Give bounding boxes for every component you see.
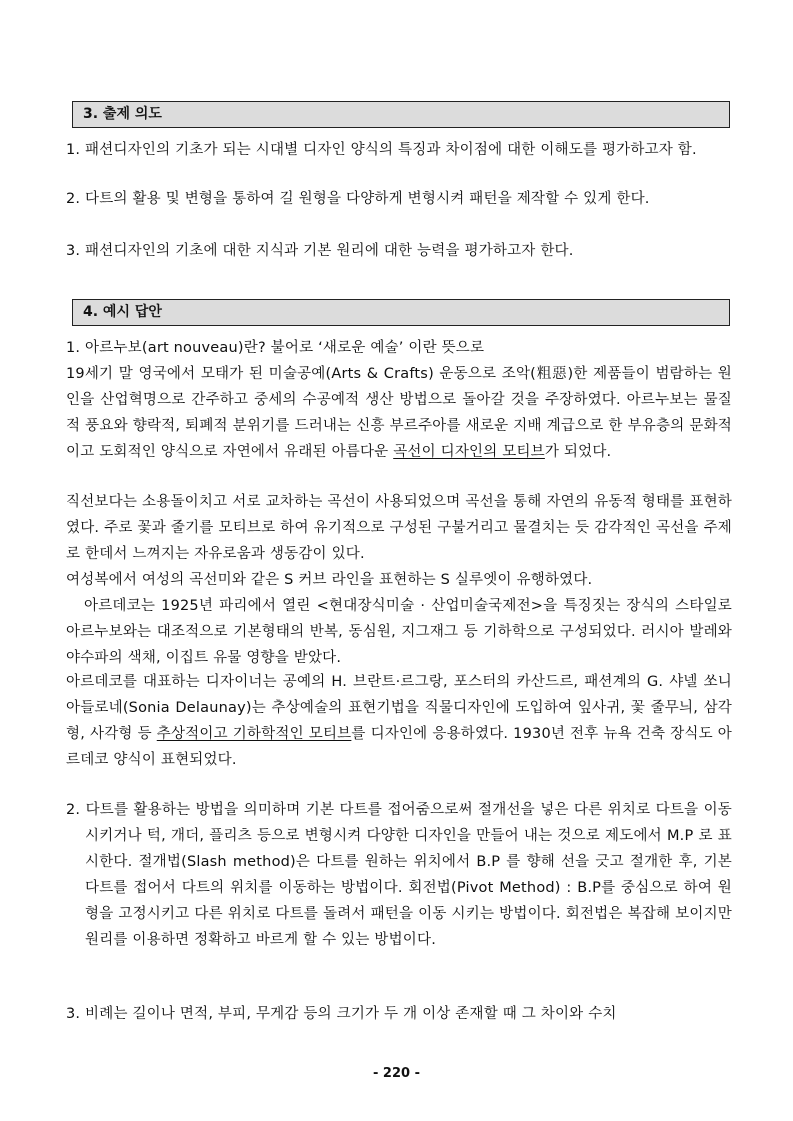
answer-1-p1-underlined: 곡선이 디자인의 모티브 — [393, 444, 545, 460]
section-3-header — [72, 101, 730, 128]
answer-1-paragraph-2: 직선보다는 소용돌이치고 서로 교차하는 곡선이 사용되었으며 곡선을 통해 자연의 유동적 형태를 표현하였다. 주로 꽃과 줄기를 모티브로 하여 유기적으로 구성된 구불거리고 물결치는 듯 감각적인 곡선을 주제로 한데서 느껴지는 자유로움과 생동감이 있다. — [66, 494, 732, 562]
purpose-item-3: 3. 패션디자인의 기초에 대한 지식과 기본 원리에 대한 능력을 평가하고자 한다. — [66, 243, 574, 259]
section-3-title: 3. 출제 의도 — [83, 106, 162, 122]
section-4-title: 4. 예시 답안 — [83, 304, 162, 320]
answer-1-paragraph-3: 여성복에서 여성의 곡선미와 같은 S 커브 라인을 표현하는 S 실루엣이 유행하였다. — [66, 572, 593, 588]
answer-1-p1-tail: 가 되었다. — [544, 444, 612, 460]
section-4-header — [72, 299, 730, 326]
answer-2: 2. 다트를 활용하는 방법을 의미하며 기본 다트를 접어줌으로써 절개선을 넣은 다른 위치로 다트을 이동시키거나 턱, 개더, 플리츠 등으로 변형시켜 다양한 디자인을 만들어 내는 것으로 제도에서 M.P 로 표시한다. 절개법(Slash method)은 다트를 원하는 위치에서 B.P 를 향해 선을 긋고 절개한 후, 기본 다트를 접어서 다트의 위치를 이동하는 방법이다. 회전법(Pivot Method) : B.P를 중심으로 하여 원형을 고정시키고 다른 위치로 다트를 돌려서 패턴을 이동 시키는 방법이다. 회전법은 복잡해 보이지만 원리를 이용하면 정확하고 바르게 할 수 있는 방법이다. — [66, 802, 732, 948]
purpose-item-2: 2. 다트의 활용 및 변형을 통하여 길 원형을 다양하게 변형시켜 패턴을 제작할 수 있게 한다. — [66, 191, 650, 207]
answer-3: 3. 비례는 길이나 면적, 부피, 무게감 등의 크기가 두 개 이상 존재할 때 그 차이와 수치 — [66, 1006, 617, 1022]
purpose-item-1: 1. 패션디자인의 기초가 되는 시대별 디자인 양식의 특징과 차이점에 대한 이해도를 평가하고자 함. — [66, 142, 697, 158]
answer-1-p5-tail: 를 디자인에 응용하였다. 1930년 전후 뉴욕 건축 장식도 아르데코 양식이 표현되었다. — [66, 726, 732, 768]
answer-1-p5-underlined: 추상적이고 기하학적인 모티브 — [156, 726, 352, 742]
answer-1-p5-text: 아르데코를 대표하는 디자이너는 공예의 H. 브란트·르그랑, 포스터의 카산드르, 패션계의 G. 샤넬 쏘니아들로네(Sonia Delaunay)는 추상예술의 표현기법을 직물디자인에 도입하여 잎사귀, 꽃 줄무늬, 삼각형, 사각형 등 — [66, 674, 732, 742]
answer-1-p1-text: 19세기 말 영국에서 모태가 된 미술공예(Arts & Crafts) 운동으로 조악(粗惡)한 제품들이 범람하는 원인을 산업혁명으로 간주하고 중세의 수공예적 생산 방법으로 돌아갈 것을 주장하였다. 아르누보는 물질적 풍요와 향락적, 퇴폐적 분위기를 드러내는 신흥 부르주아를 새로운 지배 계급으로 한 부유층의 문화적이고 도회적인 양식으로 자연에서 유래된 아름다운 — [66, 366, 732, 460]
answer-1-intro: 1. 아르누보(art nouveau)란? 불어로 ‘새로운 예술’ 이란 뜻으로 — [66, 340, 485, 356]
answer-1-paragraph-1 — [66, 361, 732, 465]
page-number: - 220 - — [373, 1066, 420, 1081]
answer-1-paragraph-4: 아르데코는 1925년 파리에서 열린 <현대장식미술 · 산업미술국제전>을 특징짓는 장식의 스타일로 아르누보와는 대조적으로 기본형태의 반복, 동심원, 지그재그 등 기하학으로 구성되었다. 러시아 발레와 야수파의 색채, 이집트 유물 영향을 받았다. — [66, 598, 732, 666]
answer-1-paragraph-5 — [66, 669, 732, 773]
